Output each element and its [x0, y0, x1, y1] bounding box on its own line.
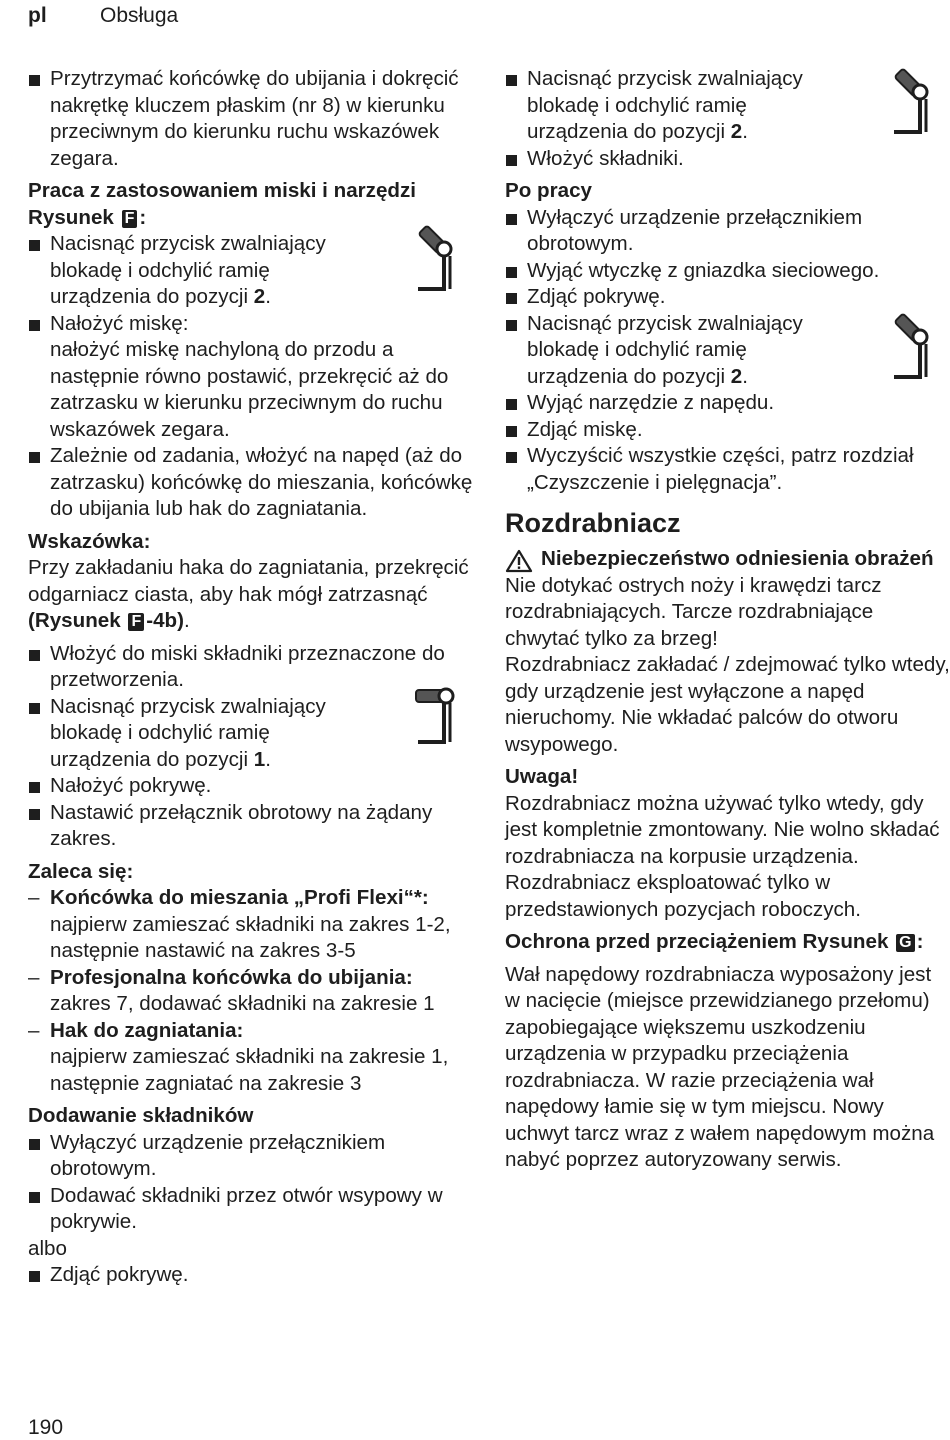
overload-text: Wał napędowy rozdrabniacza wyposażony jest w nacięcie (miejsce przewidzianego przełomu) zapobiegające większemu uszkodzeniu urządzenia w przypadku przeciążenia rozdrabniacza. W razie przeciążenia wał napędowy łamie się w tym miejscu. Nowy uchwyt tarcz wraz z wałem napędowym można nabyć poprzez autoryzowany serwis. [505, 962, 935, 1171]
list-item: Nacisnąć przycisk zwalniający blokadę i odchylić ramię urządzenia do pozycji 2. [505, 66, 950, 146]
page-number: 190 [28, 1416, 64, 1439]
danger-heading: Niebezpieczeństwo odniesienia obrażeń [505, 546, 950, 573]
section-title: Obsługa [100, 4, 179, 27]
recommendation-item: – Profesjonalna końcówka do ubijania: zakres 7, dodawać składniki na zakresie 1 [28, 965, 476, 1018]
language-code: pl [28, 4, 47, 27]
right-column [505, 66, 950, 1174]
list-item: Przytrzymać końcówkę do ubijania i dokręcić nakrętkę kluczem płaskim (nr 8) w kierunku przeciwnym do kierunku ruchu wskazówek zegara. [28, 66, 476, 172]
note-text: Przy zakładaniu haka do zagniatania, przekręcić odgarniacz ciasta, aby hak mógł zatrzasnąć (Rysunek F -4b). [28, 556, 469, 632]
note-title: Wskazówka: [28, 529, 151, 553]
section-heading: Dodawanie składników [28, 1104, 254, 1127]
list-item: Zdjąć pokrywę. [28, 1262, 476, 1289]
list-item: Dodawać składniki przez otwór wsypowy w pokrywie. [28, 1183, 476, 1236]
section-heading: Ochrona przed przeciążeniem Rysunek G : [505, 930, 924, 953]
figure-label: F [122, 210, 138, 228]
caution-text: Rozdrabniacz można używać tylko wtedy, gdy jest kompletnie zmontowany. Nie wolno składać rozdrabniacza na korpusie urządzenia. Rozdrabniacz eksploatować tylko w przedstawionych pozycjach roboczych. [505, 791, 940, 921]
page-header [28, 4, 179, 28]
list-item: Wyłączyć urządzenie przełącznikiem obrotowym. [505, 205, 950, 258]
list-item: Nastawić przełącznik obrotowy na żądany zakres. [28, 800, 476, 853]
list-item: Wyczyścić wszystkie części, patrz rozdział „Czyszczenie i pielęgnacja”. [505, 443, 950, 496]
warning-triangle-icon [505, 549, 533, 573]
arm-position-2-icon [414, 223, 458, 291]
danger-text: Rozdrabniacz zakładać / zdejmować tylko wtedy, gdy urządzenie jest wyłączone a napęd nieruchomy. Nie wkładać palców do otworu wsypowego. [505, 653, 950, 756]
list-item: Nałożyć pokrywę. [28, 773, 476, 800]
section-heading: Zaleca się: [28, 859, 134, 883]
arm-position-2-icon [890, 66, 934, 134]
list-item: Nałożyć miskę: nałożyć miskę nachyloną do przodu a następnie równo postawić, przekręcić aż do zatrzasku w kierunku przeciwnym do ruchu wskazówek zegara. [28, 311, 476, 444]
list-item: Wyjąć wtyczkę z gniazdka sieciowego. [505, 258, 950, 285]
left-column [28, 66, 476, 1289]
list-item: Nacisnąć przycisk zwalniający blokadę i odchylić ramię urządzenia do pozycji 1. [28, 694, 476, 774]
section-heading: Praca z zastosowaniem miski i narzędzi Rysunek F : [28, 179, 417, 229]
danger-text: Nie dotykać ostrych noży i krawędzi tarcz rozdrabniających. Tarcze rozdrabniające chwytać tylko za brzeg! [505, 573, 882, 650]
figure-label: G [896, 934, 914, 952]
list-item: Wyjąć narzędzie z napędu. [505, 390, 950, 417]
figure-label: F [128, 613, 144, 631]
caution-title: Uwaga! [505, 765, 579, 788]
list-item: Zdjąć pokrywę. [505, 284, 950, 311]
list-item: Nacisnąć przycisk zwalniający blokadę i odchylić ramię urządzenia do pozycji 2. [505, 311, 950, 391]
list-item: Zdjąć miskę. [505, 417, 950, 444]
list-item: Włożyć do miski składniki przeznaczone do przetworzenia. [28, 641, 476, 694]
arm-position-2-icon [890, 311, 934, 379]
section-heading: Po pracy [505, 179, 592, 202]
recommendation-item: – Końcówka do mieszania „Profi Flexi“*: najpierw zamieszać składniki na zakres 1-2, następnie nastawić na zakres 3-5 [28, 885, 476, 965]
list-item: Włożyć składniki. [505, 146, 950, 173]
section-title-shredder: Rozdrabniacz [505, 508, 681, 538]
list-item: Nacisnąć przycisk zwalniający blokadę i odchylić ramię urządzenia do pozycji 2. [28, 231, 476, 311]
list-item: Zależnie od zadania, włożyć na napęd (aż do zatrzasku) końcówkę do mieszania, końcówkę do ubijania lub hak do zagniatania. [28, 443, 476, 523]
arm-position-1-icon [414, 686, 458, 746]
list-item: Wyłączyć urządzenie przełącznikiem obrotowym. [28, 1130, 476, 1183]
recommendation-item: – Hak do zagniatania: najpierw zamieszać składniki na zakresie 1, następnie zagniatać na zakresie 3 [28, 1018, 476, 1098]
or-text: albo [28, 1236, 67, 1260]
